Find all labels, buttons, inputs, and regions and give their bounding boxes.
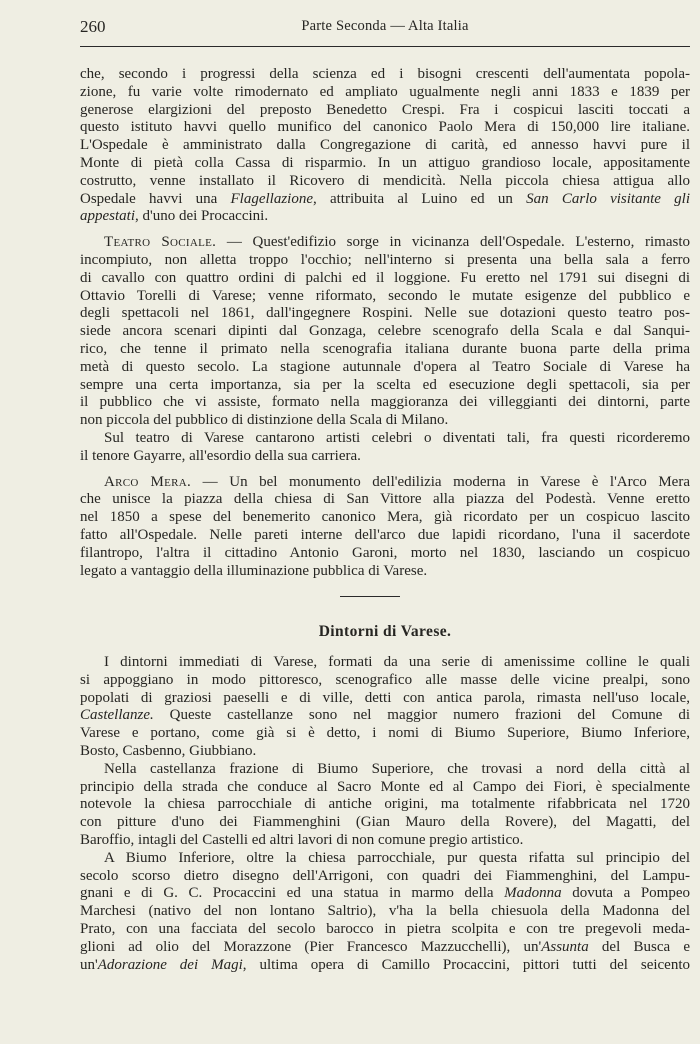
text-run: il tenore Gayarre, all'esordio della sua carriera. xyxy=(80,447,361,464)
italic-title: Adorazione dei Magi xyxy=(97,956,243,973)
text-run: Ottavio Torelli di Varese; venne riformato, secondo le mutate esigenze del pubblico e xyxy=(80,287,690,304)
text-run: nel 1850 a spese del benemerito canonico Mera, già ricordato per un cospicuo lascito xyxy=(80,509,690,526)
text-run: Sul teatro di Varese cantarono artisti celebri o diventati tali, fra questi ricorderemo xyxy=(104,429,690,446)
text-line xyxy=(80,563,690,581)
text-run: questo istituto havvi quello munifico del canonico Paolo Mera di 150,000 lire italiane. xyxy=(80,119,690,136)
text-line xyxy=(80,173,690,191)
page-number: 260 xyxy=(80,17,106,36)
body-section-varese xyxy=(80,66,690,588)
text-run: secolo scorso dietro disegno dell'Arrigoni, con quadri dei Fiammenghini, del Lampu- xyxy=(80,867,690,884)
text-line xyxy=(80,545,690,563)
text-run: degli spettacoli nel 1861, dall'ingegnere Rospini. Nelle sue dotazioni questo teatro pos- xyxy=(80,305,690,322)
text-line xyxy=(80,903,690,921)
text-run: legato a vantaggio della illuminazione pubblica di Varese. xyxy=(80,562,428,579)
text-line xyxy=(80,84,690,102)
text-run: Bosto, Casbenno, Giubbiano. xyxy=(80,742,257,759)
text-run: Marchesi (nativo del non lontano Saltrio), v'ha la bella chiesuola della Madonna del xyxy=(80,903,690,920)
text-run: gnani e di G. C. Procaccini ed una statua in marmo della xyxy=(80,885,505,902)
text-run: che unisce la piazza della chiesa di San Vittore alla piazza del Podestà. Venne eretto xyxy=(80,491,690,508)
section-run-in-title: Teatro Sociale. xyxy=(104,234,217,251)
text-run: costrutto, venne installato il Ricovero di mendicità. Nella piccola chiesa attigua allo xyxy=(80,172,690,189)
header-rule xyxy=(80,46,690,47)
italic-title: Castellanze. xyxy=(80,707,154,724)
italic-title: appestati xyxy=(80,208,135,225)
text-line xyxy=(80,779,690,797)
paragraph xyxy=(80,234,690,430)
text-run: con pitture d'uno dei Fiammenghini (Gian Mauro della Rovere), del Magatti, del xyxy=(80,814,690,831)
text-run: generose elargizioni del preposto Benedetto Crespi. Fra i cospicui lasciti toccati a xyxy=(80,101,690,118)
text-line xyxy=(80,270,690,288)
text-line xyxy=(80,509,690,527)
text-run: Nella castellanza frazione di Biumo Superiore, che trovasi a nord della città al xyxy=(104,760,690,777)
text-line xyxy=(80,885,690,903)
paragraph xyxy=(80,430,690,466)
text-line xyxy=(80,66,690,84)
text-run: di cavallo con quattro ordini di palchi ed il loggione. Fu eretto nel 1791 sui disegni di xyxy=(80,269,690,286)
italic-title: Madonna xyxy=(504,885,562,902)
text-line xyxy=(80,868,690,886)
text-run: Queste castellanze sono nel maggior numero frazioni del Comune di xyxy=(153,707,690,724)
running-title: Parte Seconda — Alta Italia xyxy=(301,18,469,34)
text-run: si appoggiano in modo pittoresco, scenografico alle masse delle vicine prealpi, sono xyxy=(80,671,690,688)
section-run-in-title: Arco Mera. xyxy=(104,473,192,490)
text-line xyxy=(80,341,690,359)
text-line xyxy=(80,725,690,743)
text-run: — Quest'edifizio sorge in vicinanza dell'Ospedale. L'esterno, rimasto xyxy=(216,234,690,251)
text-line xyxy=(80,412,690,430)
section-heading: Dintorni di Varese. xyxy=(318,623,452,640)
text-line xyxy=(80,761,690,779)
paragraph xyxy=(80,761,690,850)
text-line xyxy=(80,939,690,957)
text-run: , d'uno dei Procaccini. xyxy=(135,208,269,225)
text-run: glioni ad olio del Morazzone (Pier Francesco Mazzucchelli), un' xyxy=(80,938,542,955)
text-line xyxy=(80,288,690,306)
text-run: incompiuto, non alletta troppo l'occhio; nell'interno si presenta una bella sala a ferro xyxy=(80,251,690,268)
paragraph xyxy=(80,654,690,761)
text-run: metà di questo secolo. La stagione autunnale d'opera al Teatro Sociale di Varese ha xyxy=(80,358,690,375)
text-line xyxy=(80,491,690,509)
text-run: un' xyxy=(80,956,98,973)
text-line xyxy=(80,430,690,448)
paragraph xyxy=(80,66,690,226)
text-line xyxy=(80,707,690,725)
text-run: popolati di graziosi paeselli e di ville, detti con antica parola, rimasta nell'uso locale, xyxy=(80,689,690,706)
text-run: zione, fu varie volte rimodernato ed ampliato ugualmente negli anni 1833 e 1839 per xyxy=(80,83,690,100)
text-line xyxy=(80,921,690,939)
italic-title: Assunta xyxy=(541,938,589,955)
text-run: Varese e portano, come già si è detto, i nomi di Biumo Superiore, Biumo Inferiore, xyxy=(80,725,690,742)
text-line xyxy=(80,850,690,868)
text-run: I dintorni immediati di Varese, formati da una serie di amenissime colline le quali xyxy=(104,654,690,670)
text-run: fatto all'Ospedale. Nelle pareti interne dell'arco due lapidi ricordano, l'una il sacerdote xyxy=(80,526,690,543)
text-run: rico, che tenne il primato nella scenografia italiana durante buona parte della prima xyxy=(80,340,690,357)
text-run: il pubblico che vi assiste, formato nella maggioranza dei villeggianti dei dintorni, parte xyxy=(80,394,690,411)
text-line xyxy=(80,796,690,814)
text-run: sempre una certa importanza, sia per la scelta ed esecuzione degli spettacoli, sia per xyxy=(80,376,690,393)
text-line xyxy=(80,448,690,466)
paragraph xyxy=(80,474,690,581)
text-line xyxy=(80,814,690,832)
text-run: Baroffio, intagli del Castelli ed altri lavori di non comune pregio artistico. xyxy=(80,831,524,848)
text-run: A Biumo Inferiore, oltre la chiesa parrocchiale, pur questa rifatta sul principio del xyxy=(104,849,690,866)
text-line xyxy=(80,119,690,137)
text-line xyxy=(80,654,690,672)
section-divider xyxy=(340,596,400,597)
text-run: , attribuita al Luino ed un xyxy=(313,190,527,207)
text-line xyxy=(80,527,690,545)
text-line xyxy=(80,359,690,377)
paragraph xyxy=(80,850,690,975)
text-line xyxy=(80,743,690,761)
text-run: del Busca e xyxy=(588,938,691,955)
text-line xyxy=(80,155,690,173)
text-run: siede ancora scenari dipinti dal Gonzaga, celebre scenografo della Scala e dal Sanqui- xyxy=(80,323,690,340)
text-run: non piccola del pubblico di distinzione della Scala di Milano. xyxy=(80,412,449,429)
text-run: principio della strada che conduce al Sacro Monte ed al Campo dei Fiori, è specialmente xyxy=(80,778,690,795)
text-run: Ospedale havvi una xyxy=(80,190,231,207)
text-run: notevole la chiesa parrocchiale di antiche origini, ma totalmente rifabbricata nel 1720 xyxy=(80,796,690,813)
text-line xyxy=(80,832,690,850)
text-line xyxy=(80,957,690,975)
text-line xyxy=(80,208,690,226)
text-line xyxy=(80,137,690,155)
text-line xyxy=(80,690,690,708)
body-section-dintorni xyxy=(80,654,690,974)
text-run: , ultima opera di Camillo Procaccini, pittori tutti del seicento xyxy=(242,956,690,973)
text-line xyxy=(80,102,690,120)
text-run: filantropo, l'altra il cittadino Antonio Garoni, morto nel 1830, lasciando un cospicuo xyxy=(80,544,690,561)
italic-title: San Carlo visitante gli xyxy=(526,190,690,207)
text-line xyxy=(80,305,690,323)
text-run: Monte di pietà colla Cassa di risparmio. In un attiguo grandioso locale, appositamente xyxy=(80,154,690,171)
text-line xyxy=(80,672,690,690)
text-line xyxy=(80,191,690,209)
italic-title: Flagellazione xyxy=(230,190,313,207)
text-line xyxy=(80,394,690,412)
text-run: Prato, con una facciata del secolo barocco in pietra scolpita e con tre pregevoli meda- xyxy=(80,920,690,937)
text-run: L'Ospedale è amministrato dalla Congregazione di carità, ed annesso havvi pure il xyxy=(80,137,690,154)
text-line xyxy=(80,323,690,341)
text-run: che, secondo i progressi della scienza ed i bisogni crescenti dell'aumentata popola- xyxy=(80,66,690,82)
text-line xyxy=(80,474,690,492)
text-line xyxy=(80,234,690,252)
text-line xyxy=(80,252,690,270)
text-line xyxy=(80,377,690,395)
text-run: — Un bel monumento dell'edilizia moderna in Varese è l'Arco Mera xyxy=(191,473,690,490)
text-run: dovuta a Pompeo xyxy=(561,885,690,902)
